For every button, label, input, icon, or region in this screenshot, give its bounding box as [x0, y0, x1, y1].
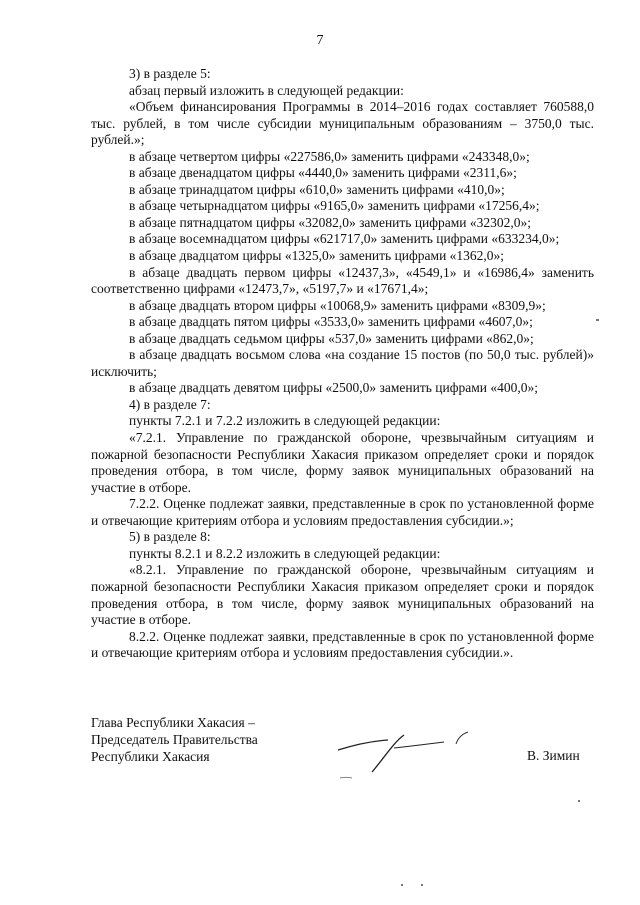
paragraph: в абзаце двадцать восьмом слова «на создание 15 постов (по 50,0 тыс. рублей)» исключить;: [91, 347, 594, 379]
paragraph: в абзаце двенадцатом цифры «4440,0» заменить цифрами «2311,6»;: [129, 165, 517, 181]
paragraph: в абзаце двадцать седьмом цифры «537,0» заменить цифрами «862,0»;: [129, 330, 534, 346]
paragraph: в абзаце двадцатом цифры «1325,0» заменить цифрами «1362,0»;: [129, 248, 505, 264]
paragraph: в абзаце тринадцатом цифры «610,0» заменить цифрами «410,0»;: [129, 181, 505, 197]
signatory-title-line: Республики Хакасия: [91, 749, 210, 764]
signatory-title-line: Глава Республики Хакасия –: [91, 715, 255, 730]
scan-speck: [578, 800, 580, 802]
paragraph: в абзаце двадцать пятом цифры «3533,0» заменить цифрами «4607,0»;: [129, 314, 533, 330]
paragraph: пункты 7.2.1 и 7.2.2 изложить в следующей редакции:: [129, 413, 441, 429]
paragraph: 7.2.2. Оценке подлежат заявки, представленные в срок по установленной форме и отвечающие критериям отбора и условиям предоставления субсидии.»;: [91, 496, 594, 528]
signer-name: В. Зимин: [527, 748, 580, 763]
paragraph: пункты 8.2.1 и 8.2.2 изложить в следующей редакции:: [129, 545, 441, 561]
paragraph: в абзаце пятнадцатом цифры «32082,0» заменить цифрами «32302,0»;: [129, 214, 532, 230]
paragraph: в абзаце двадцать девятом цифры «2500,0» заменить цифрами «400,0»;: [129, 380, 538, 396]
paragraph: в абзаце восемнадцатом цифры «621717,0» заменить цифрами «633234,0»;: [129, 231, 560, 247]
paragraph: в абзаце двадцать первом цифры «12437,3», «4549,1» и «16986,4» заменить соответственно цифрами «12473,7», «5197,7» и «17671,4»;: [91, 264, 594, 297]
paragraph: 5) в разделе 8:: [129, 529, 211, 545]
paragraph: 3) в разделе 5:: [129, 66, 211, 81]
paragraph: «Объем финансирования Программы в 2014–2016 годах составляет 760588,0 тыс. рублей, в том числе субсидии муниципальным образованиям – 3750,0 тыс. рублей.»;: [91, 99, 594, 148]
scan-speck: [596, 319, 599, 321]
paragraph: в абзаце четвертом цифры «227586,0» заменить цифрами «243348,0»;: [129, 148, 530, 164]
paragraph: в абзаце двадцать втором цифры «10068,9» заменить цифрами «8309,9»;: [129, 297, 546, 313]
paragraph: 8.2.2. Оценке подлежат заявки, представленные в срок по установленной форме и отвечающие критериям отбора и условиям предоставления субсидии.».: [91, 628, 594, 661]
handwritten-signature: [332, 728, 472, 788]
paragraph: 4) в разделе 7:: [129, 396, 211, 412]
scan-speck: [421, 884, 423, 886]
document-body: [91, 66, 594, 662]
paragraph: «7.2.1. Управление по гражданской обороне, чрезвычайным ситуациям и пожарной безопасности Республики Хакасия приказом определяет сроки и порядок проведения отбора, в том числе, форму заявок муниципальных образований на участие в отборе.: [91, 430, 594, 495]
scan-speck: [401, 884, 403, 886]
page-number: 7: [316, 33, 324, 48]
paragraph: «8.2.1. Управление по гражданской обороне, чрезвычайным ситуациям и пожарной безопасности Республики Хакасия приказом определяет сроки и порядок проведения отбора, в том числе, форму заявок муниципальных образований на участие в отборе.: [91, 562, 594, 628]
signatory-title-line: Председатель Правительства: [91, 732, 258, 747]
paragraph: абзац первый изложить в следующей редакции:: [129, 82, 404, 98]
paragraph: в абзаце четырнадцатом цифры «9165,0» заменить цифрами «17256,4»;: [129, 198, 540, 214]
signatory-title: [91, 714, 258, 765]
